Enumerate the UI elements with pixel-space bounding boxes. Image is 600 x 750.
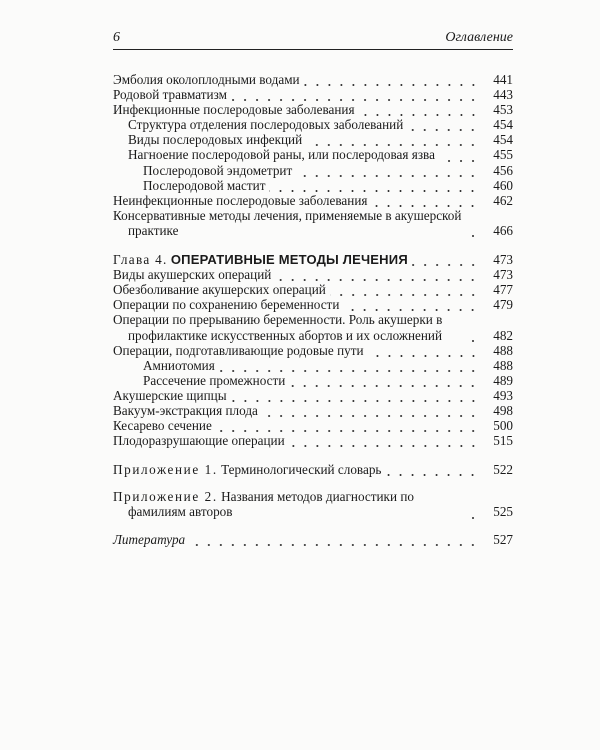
- toc-entry-page: 522: [493, 462, 513, 478]
- toc-entry-page: 498: [493, 402, 513, 418]
- leader-dots: [304, 72, 479, 87]
- chapter-heading[interactable]: [113, 252, 513, 267]
- toc-entry-page: 515: [493, 433, 513, 449]
- chapter-heading-text: [113, 252, 408, 267]
- appendix-title: Названия методов диагностики по фамилиям авторов: [128, 489, 414, 520]
- toc-entry-page: 462: [493, 192, 513, 208]
- toc-entry[interactable]: [113, 373, 513, 388]
- toc-entry[interactable]: [113, 87, 513, 102]
- leader-dots: [231, 87, 479, 102]
- toc-entry-page: 477: [493, 282, 513, 298]
- toc-entry-title: Амниотомия: [143, 357, 215, 373]
- toc-entry-title: Акушерские щипцы: [113, 387, 227, 403]
- leader-dots: [189, 532, 479, 547]
- leader-dots: [330, 282, 479, 297]
- leader-dots: [343, 297, 479, 312]
- toc-entry[interactable]: [113, 388, 513, 403]
- leader-dots: [216, 418, 479, 433]
- toc-entry-title: Рассечение промежности: [143, 372, 286, 388]
- toc-entry-page: 525: [493, 504, 513, 520]
- toc-entry-title: Консервативные методы лечения, применяемые в акушерской практике: [113, 207, 462, 238]
- leader-dots: [231, 388, 479, 403]
- leader-dots: [407, 117, 479, 132]
- toc-entry-title: Виды акушерских операций: [113, 267, 272, 283]
- toc-entry[interactable]: [113, 117, 513, 132]
- toc-entry-page: 454: [493, 132, 513, 148]
- toc-entry[interactable]: [113, 403, 513, 418]
- appendix-label: Приложение 2.: [113, 489, 218, 505]
- leader-dots: [467, 328, 479, 343]
- toc-entry[interactable]: [113, 163, 513, 178]
- leader-dots: [306, 132, 479, 147]
- leader-dots: [289, 433, 479, 448]
- toc-entry[interactable]: [113, 282, 513, 297]
- leader-dots: [385, 462, 479, 477]
- toc-entry-page: 441: [493, 72, 513, 87]
- toc-entry-page: 453: [493, 102, 513, 118]
- toc-entry-title: Вакуум-экстракция плода: [113, 402, 258, 418]
- toc-entry-page: 500: [493, 418, 513, 434]
- toc-entry[interactable]: [113, 418, 513, 433]
- toc-entry-title: Обезболивание акушерских операций: [113, 282, 326, 298]
- leader-dots: [275, 267, 479, 282]
- leader-dots: [289, 373, 479, 388]
- leader-dots: [219, 358, 479, 373]
- toc-entry[interactable]: [113, 147, 513, 162]
- toc-entry-page: 489: [493, 372, 513, 388]
- toc-entry-title: Кесарево сечение: [113, 418, 212, 434]
- appendix-label: Приложение 1.: [113, 462, 218, 478]
- leader-dots: [467, 223, 479, 238]
- toc-entry-title: Операции по прерыванию беременности. Роль акушерки в профилактике искусственных абортов и их осложнений: [113, 312, 443, 343]
- toc-entry[interactable]: [113, 132, 513, 147]
- toc-entry-title: Послеродовой эндометрит: [143, 162, 293, 178]
- appendix-title: Терминологический словарь: [221, 462, 382, 478]
- toc-entry-page: 455: [493, 147, 513, 163]
- toc-entry-title: Родовой травматизм: [113, 87, 227, 103]
- literature-entry[interactable]: [113, 532, 513, 547]
- literature-title: Литература: [113, 531, 186, 547]
- toc-entry-page: 527: [493, 531, 513, 547]
- toc-entry-page: 488: [493, 357, 513, 373]
- page-header: [113, 30, 513, 50]
- leader-dots: [371, 193, 479, 208]
- toc-entry-title: Инфекционные послеродовые заболевания: [113, 102, 355, 118]
- leader-dots: [269, 178, 479, 193]
- page-number: 6: [113, 30, 120, 45]
- toc-entry-page: 473: [493, 252, 513, 268]
- toc-entry-title: Послеродовой мастит: [143, 177, 266, 193]
- toc-entry-page: 479: [493, 297, 513, 313]
- toc-entry[interactable]: [113, 208, 513, 238]
- toc-entry[interactable]: [113, 358, 513, 373]
- chapter-title: ОПЕРАТИВНЫЕ МЕТОДЫ ЛЕЧЕНИЯ: [170, 252, 408, 268]
- toc-entry[interactable]: [113, 178, 513, 193]
- toc-entry[interactable]: [113, 297, 513, 312]
- toc-entry[interactable]: [113, 433, 513, 448]
- appendix-text: [113, 462, 381, 477]
- toc-entry-title: Неинфекционные послеродовые заболевания: [113, 192, 368, 208]
- leader-dots: [359, 102, 479, 117]
- toc-entry-page: 443: [493, 87, 513, 103]
- toc-entry-page: 482: [493, 327, 513, 343]
- chapter-label: Глава 4.: [113, 252, 168, 268]
- running-title: Оглавление: [445, 30, 513, 45]
- toc-entry-page: 493: [493, 387, 513, 403]
- leader-dots: [467, 505, 479, 520]
- toc-entry-title: Операции по сохранению беременности: [113, 297, 340, 313]
- appendix-entry[interactable]: [113, 489, 513, 519]
- toc-entry-page: 460: [493, 177, 513, 193]
- appendix-text: [113, 489, 463, 519]
- leader-dots: [439, 148, 479, 163]
- toc-entry-page: 456: [493, 162, 513, 178]
- toc-entry-title: Виды послеродовых инфекций: [128, 132, 303, 148]
- toc-entry[interactable]: [113, 267, 513, 282]
- appendix-entry[interactable]: [113, 462, 513, 477]
- toc-entry-page: 466: [493, 222, 513, 238]
- toc-entry[interactable]: [113, 312, 513, 342]
- toc-entry-page: 488: [493, 342, 513, 358]
- toc-entry-page: 454: [493, 117, 513, 133]
- leader-dots: [412, 252, 479, 267]
- toc-entry-title: Эмболия околоплодными водами: [113, 72, 300, 87]
- leader-dots: [296, 163, 479, 178]
- table-of-contents: [113, 72, 513, 547]
- toc-entry-title: Структура отделения послеродовых заболеваний: [128, 117, 404, 133]
- toc-entry[interactable]: [113, 72, 513, 87]
- leader-dots: [262, 403, 479, 418]
- leader-dots: [368, 343, 479, 358]
- toc-entry[interactable]: [113, 102, 513, 117]
- toc-entry-title: Операции, подготавливающие родовые пути: [113, 342, 364, 358]
- toc-entry-title: Плодоразрушающие операции: [113, 433, 285, 449]
- toc-entry-title: Нагноение послеродовой раны, или послеродовая язва: [128, 147, 435, 163]
- toc-entry-page: 473: [493, 267, 513, 283]
- toc-entry[interactable]: [113, 193, 513, 208]
- toc-entry[interactable]: [113, 343, 513, 358]
